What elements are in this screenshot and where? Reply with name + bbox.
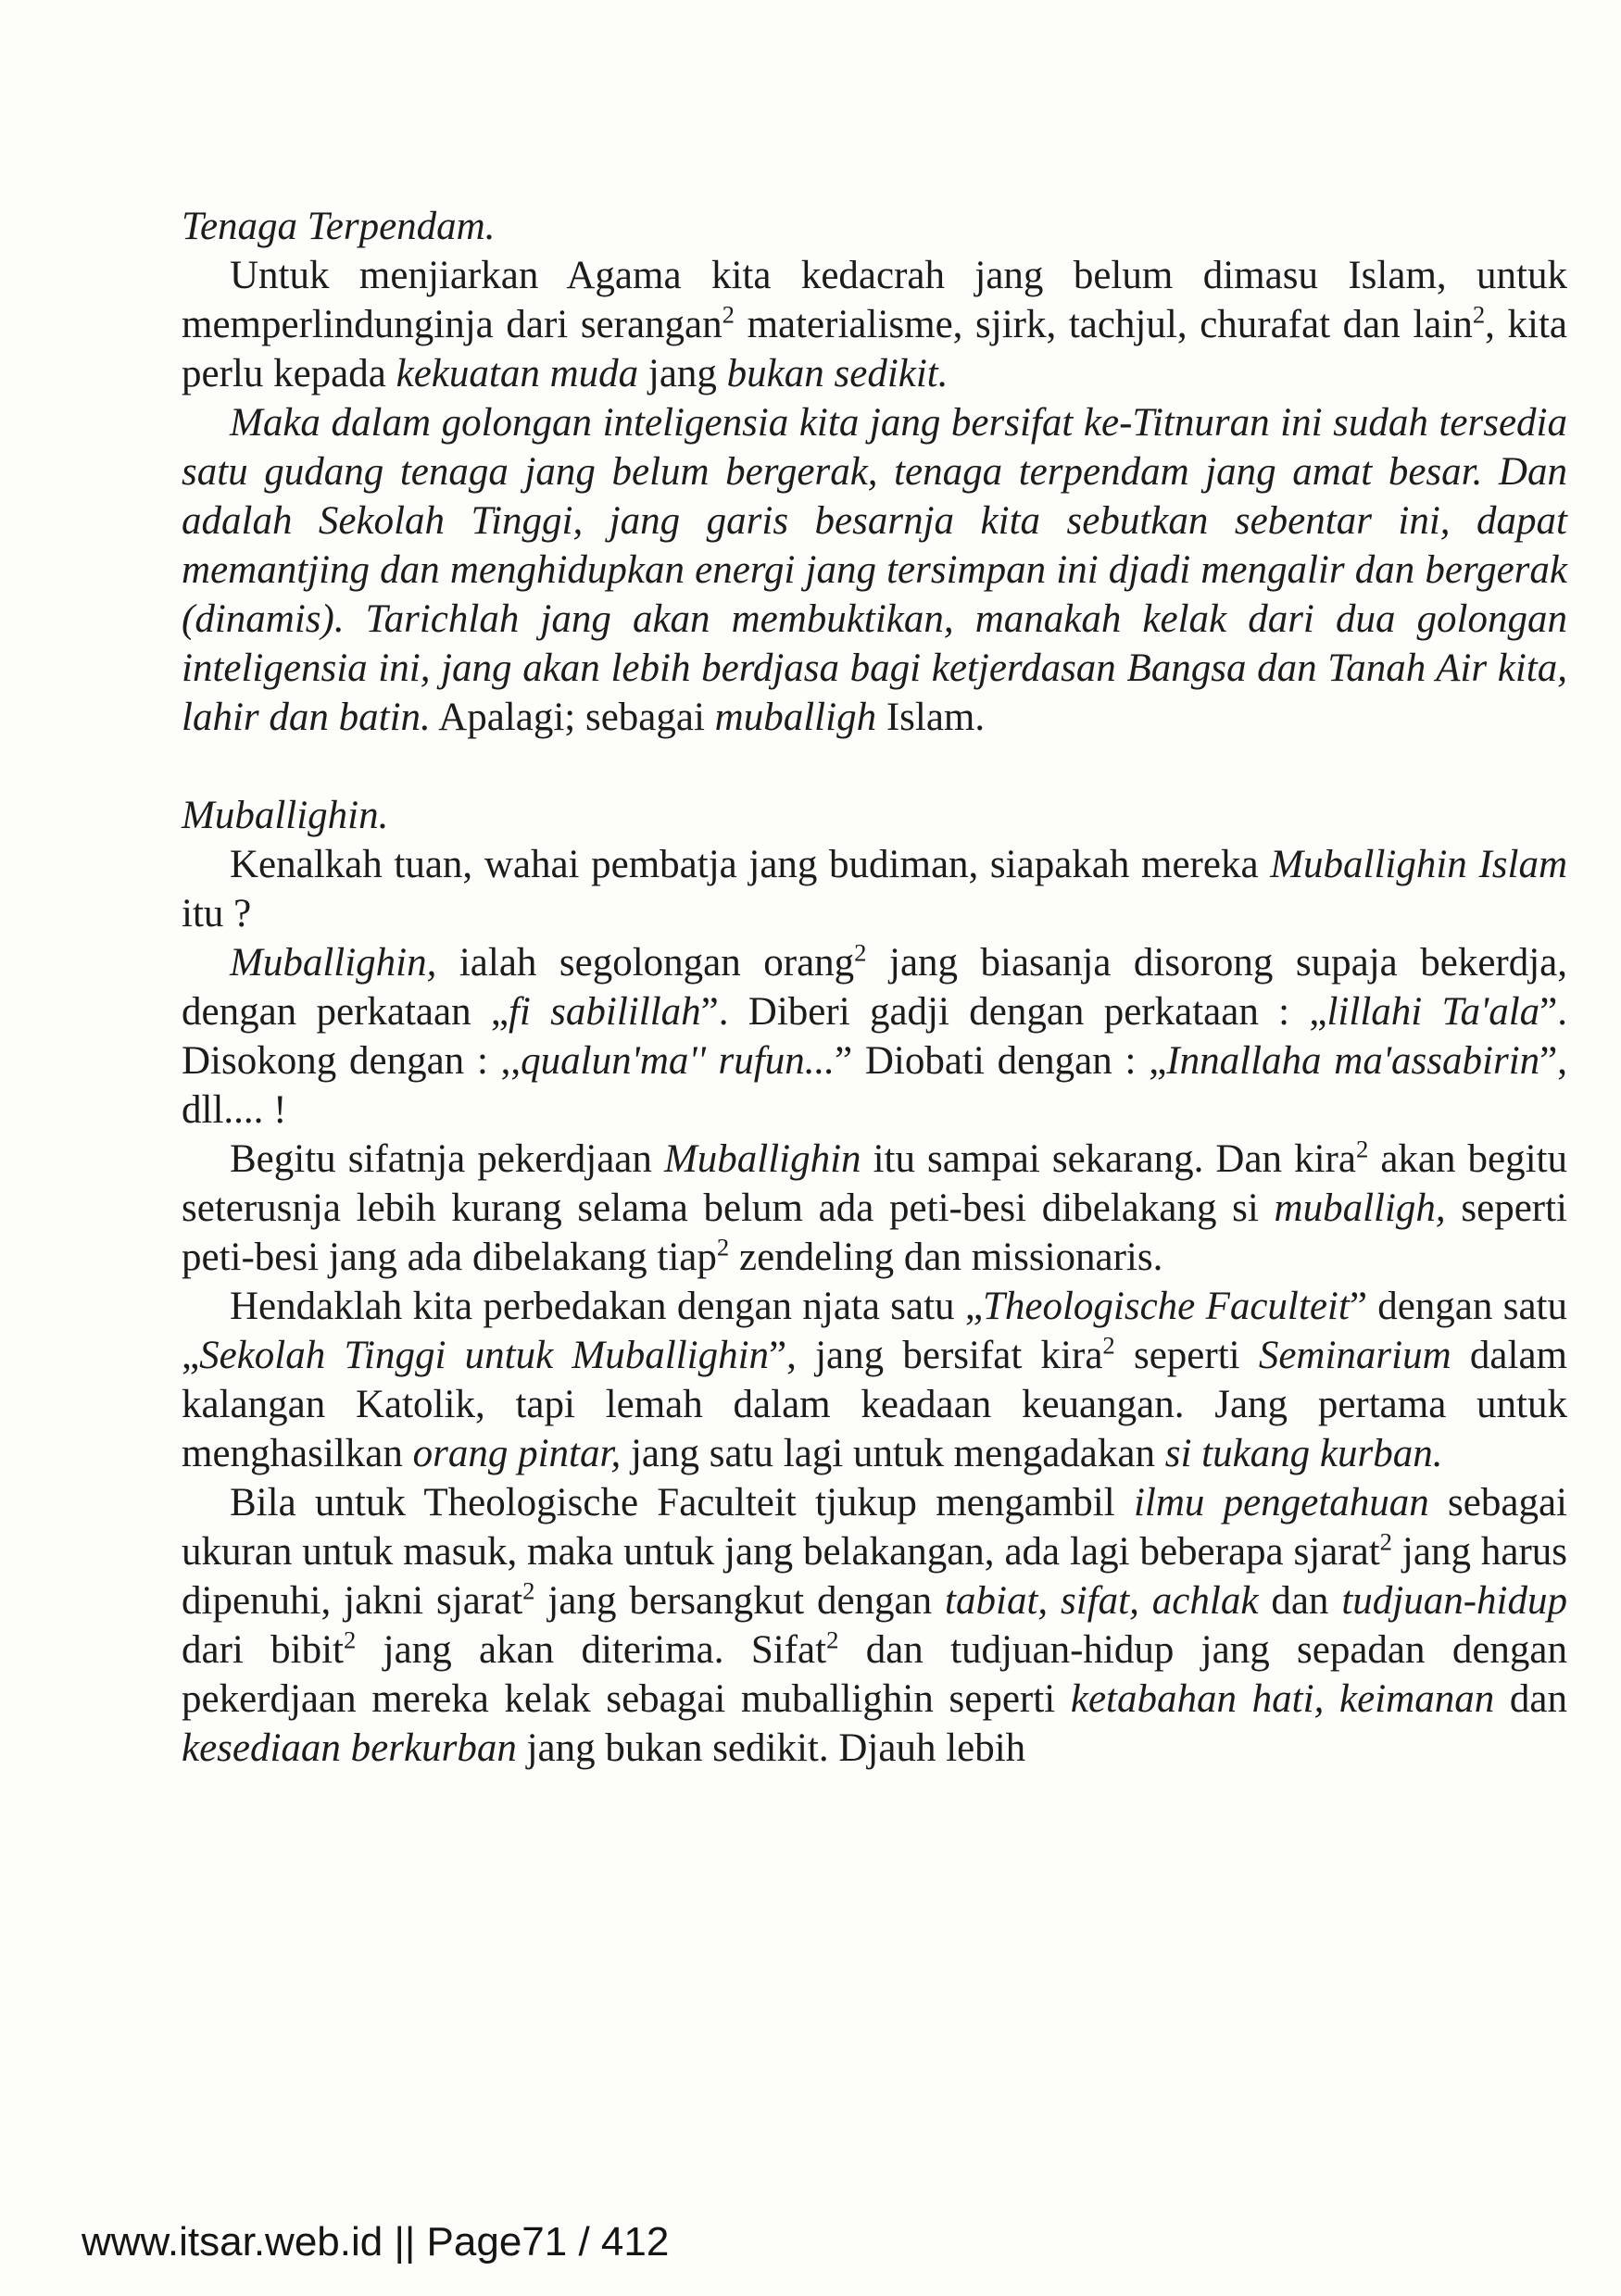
italic-text-run: orang pintar, xyxy=(412,1432,622,1475)
paragraph xyxy=(182,251,1567,398)
superscript-2: 2 xyxy=(1379,1527,1392,1556)
italic-text-run: Innallaha ma'assabirin xyxy=(1166,1039,1540,1083)
italic-text-run: muballigh, xyxy=(1274,1186,1446,1230)
paragraph xyxy=(182,1282,1567,1478)
italic-text-run: qualun'ma'' rufun... xyxy=(521,1039,835,1083)
text-run: materialisme, sjirk, tachjul, churafat dan lain xyxy=(734,303,1473,346)
text-run: jang biasanja disorong supaja bekerdja, dengan perkataan „ xyxy=(182,941,1568,1034)
text-run: seperti xyxy=(1114,1334,1259,1377)
paragraph xyxy=(182,938,1567,1135)
text-run: Begitu sifatnja pekerdjaan xyxy=(230,1137,664,1181)
superscript-2: 2 xyxy=(722,300,735,329)
superscript-2: 2 xyxy=(854,938,867,967)
text-run: ” Diobati dengan : „ xyxy=(834,1039,1167,1083)
italic-text-run: fi sabilillah xyxy=(508,990,701,1034)
text-run: jang bukan sedikit. Djauh lebih xyxy=(516,1726,1026,1770)
text-run: ”, jang bersifat kira xyxy=(769,1334,1103,1377)
italic-text-run: tabiat, sifat, achlak xyxy=(945,1579,1259,1623)
italic-text-run: Muballighin xyxy=(663,1137,861,1181)
paragraph xyxy=(182,840,1567,938)
text-run: ” dengan satu „ xyxy=(182,1285,1567,1377)
superscript-2: 2 xyxy=(826,1625,839,1654)
text-run: Untuk menjiarkan Agama kita kedacrah jang belum dimasu Islam, untuk memperlindunginja dari serangan xyxy=(182,254,1567,346)
text-run: dalam kalangan Katolik, tapi lemah dalam keadaan keuangan. Jang pertama untuk menghasilkan xyxy=(182,1334,1567,1475)
text-run: itu sampai sekarang. Dan kira xyxy=(861,1137,1356,1181)
superscript-2: 2 xyxy=(522,1576,535,1605)
section xyxy=(182,791,1567,1773)
text-run: ialah segolongan orang xyxy=(436,941,855,985)
italic-text-run: Theologische Faculteit xyxy=(982,1285,1350,1328)
paragraph xyxy=(182,1478,1567,1773)
page-text-block xyxy=(182,202,1567,1773)
superscript-2: 2 xyxy=(344,1625,357,1654)
section-heading: Muballighin. xyxy=(182,794,389,837)
text-run: jang xyxy=(638,352,727,395)
text-run: , kita perlu kepada xyxy=(182,303,1567,395)
italic-text-run: ilmu pengetahuan xyxy=(1133,1481,1429,1524)
text-run: dan tudjuan-hidup jang sepadan dengan pekerdjaan mereka kelak sebagai muballighin seperti xyxy=(182,1628,1567,1721)
italic-text-run: Muballighin, xyxy=(230,941,437,985)
italic-text-run: Muballighin Islam xyxy=(1270,843,1567,886)
italic-text-run: tudjuan-hidup xyxy=(1341,1579,1568,1623)
text-run: dan xyxy=(1258,1579,1342,1623)
text-run: Kenalkah tuan, wahai pembatja jang budiman, siapakah mereka xyxy=(230,843,1271,886)
superscript-2: 2 xyxy=(1102,1331,1115,1360)
text-run: Islam. xyxy=(876,696,986,739)
italic-text-run: lillahi Ta'ala xyxy=(1326,990,1540,1034)
text-run: akan begitu seterusnja lebih kurang selama belum ada peti-besi dibelakang si xyxy=(182,1137,1567,1230)
section xyxy=(182,202,1567,742)
text-run: seperti peti-besi jang ada dibelakang tiap xyxy=(182,1186,1568,1279)
text-run: ”. Diberi gadji dengan perkataan : „ xyxy=(700,990,1327,1034)
italic-text-run: Seminarium xyxy=(1258,1334,1451,1377)
text-run: zendeling dan missionaris. xyxy=(729,1236,1163,1279)
text-run: itu ? xyxy=(182,892,252,935)
paragraph xyxy=(182,1135,1567,1282)
section-heading: Tenaga Terpendam. xyxy=(182,205,496,248)
text-run: ”, dll.... ! xyxy=(182,1039,1567,1132)
italic-text-run: muballigh xyxy=(714,696,877,739)
text-run: dan xyxy=(1494,1677,1567,1721)
text-run: jang bersangkut dengan xyxy=(534,1579,946,1623)
text-run: jang harus dipenuhi, jakni sjarat xyxy=(182,1530,1567,1623)
superscript-2: 2 xyxy=(1355,1135,1369,1163)
italic-text-run: kekuatan muda xyxy=(396,352,639,395)
italic-text-run: ketabahan hati, keimanan xyxy=(1070,1677,1495,1721)
text-run: sebagai ukuran untuk masuk, maka untuk jang belakangan, ada lagi beberapa sjarat xyxy=(182,1481,1567,1574)
text-run: Hendaklah kita perbedakan dengan njata satu „ xyxy=(230,1285,983,1328)
italic-text-run: si tukang kurban. xyxy=(1164,1432,1443,1475)
text-run: jang satu lagi untuk mengadakan xyxy=(621,1432,1165,1475)
text-run: ”. Disokong dengan : ,, xyxy=(182,990,1567,1083)
italic-text-run: kesediaan berkurban xyxy=(182,1726,517,1770)
footer-watermark: www.itsar.web.id || Page71 / 412 xyxy=(82,2219,670,2265)
italic-text-run: Sekolah Tinggi untuk Muballighin xyxy=(199,1334,770,1377)
superscript-2: 2 xyxy=(716,1233,730,1261)
paragraph xyxy=(182,398,1567,742)
text-run: jang akan diterima. Sifat xyxy=(356,1628,827,1672)
italic-text-run: bukan sedikit. xyxy=(726,352,949,395)
superscript-2: 2 xyxy=(1472,300,1486,329)
text-run: Bila untuk Theologische Faculteit tjukup mengambil xyxy=(230,1481,1134,1524)
text-run: Apalagi; sebagai xyxy=(430,696,715,739)
italic-text-run: Maka dalam golongan inteligensia kita jang bersifat ke-Titnuran ini sudah tersedia satu gudang tenaga jang belum bergerak, tenaga terpendam jang amat besar. Dan adalah Sekolah Tinggi, jang garis besarnja kita sebutkan sebentar ini, dapat memantjing dan menghidupkan energi jang tersimpan ini djadi mengalir dan bergerak (dinamis). Tarichlah jang akan membuktikan, manakah kelak dari dua golongan inteligensia ini, jang akan lebih berdjasa bagi ketjerdasan Bangsa dan Tanah Air kita, lahir dan batin. xyxy=(182,401,1567,739)
text-run: dari bibit xyxy=(182,1628,345,1672)
